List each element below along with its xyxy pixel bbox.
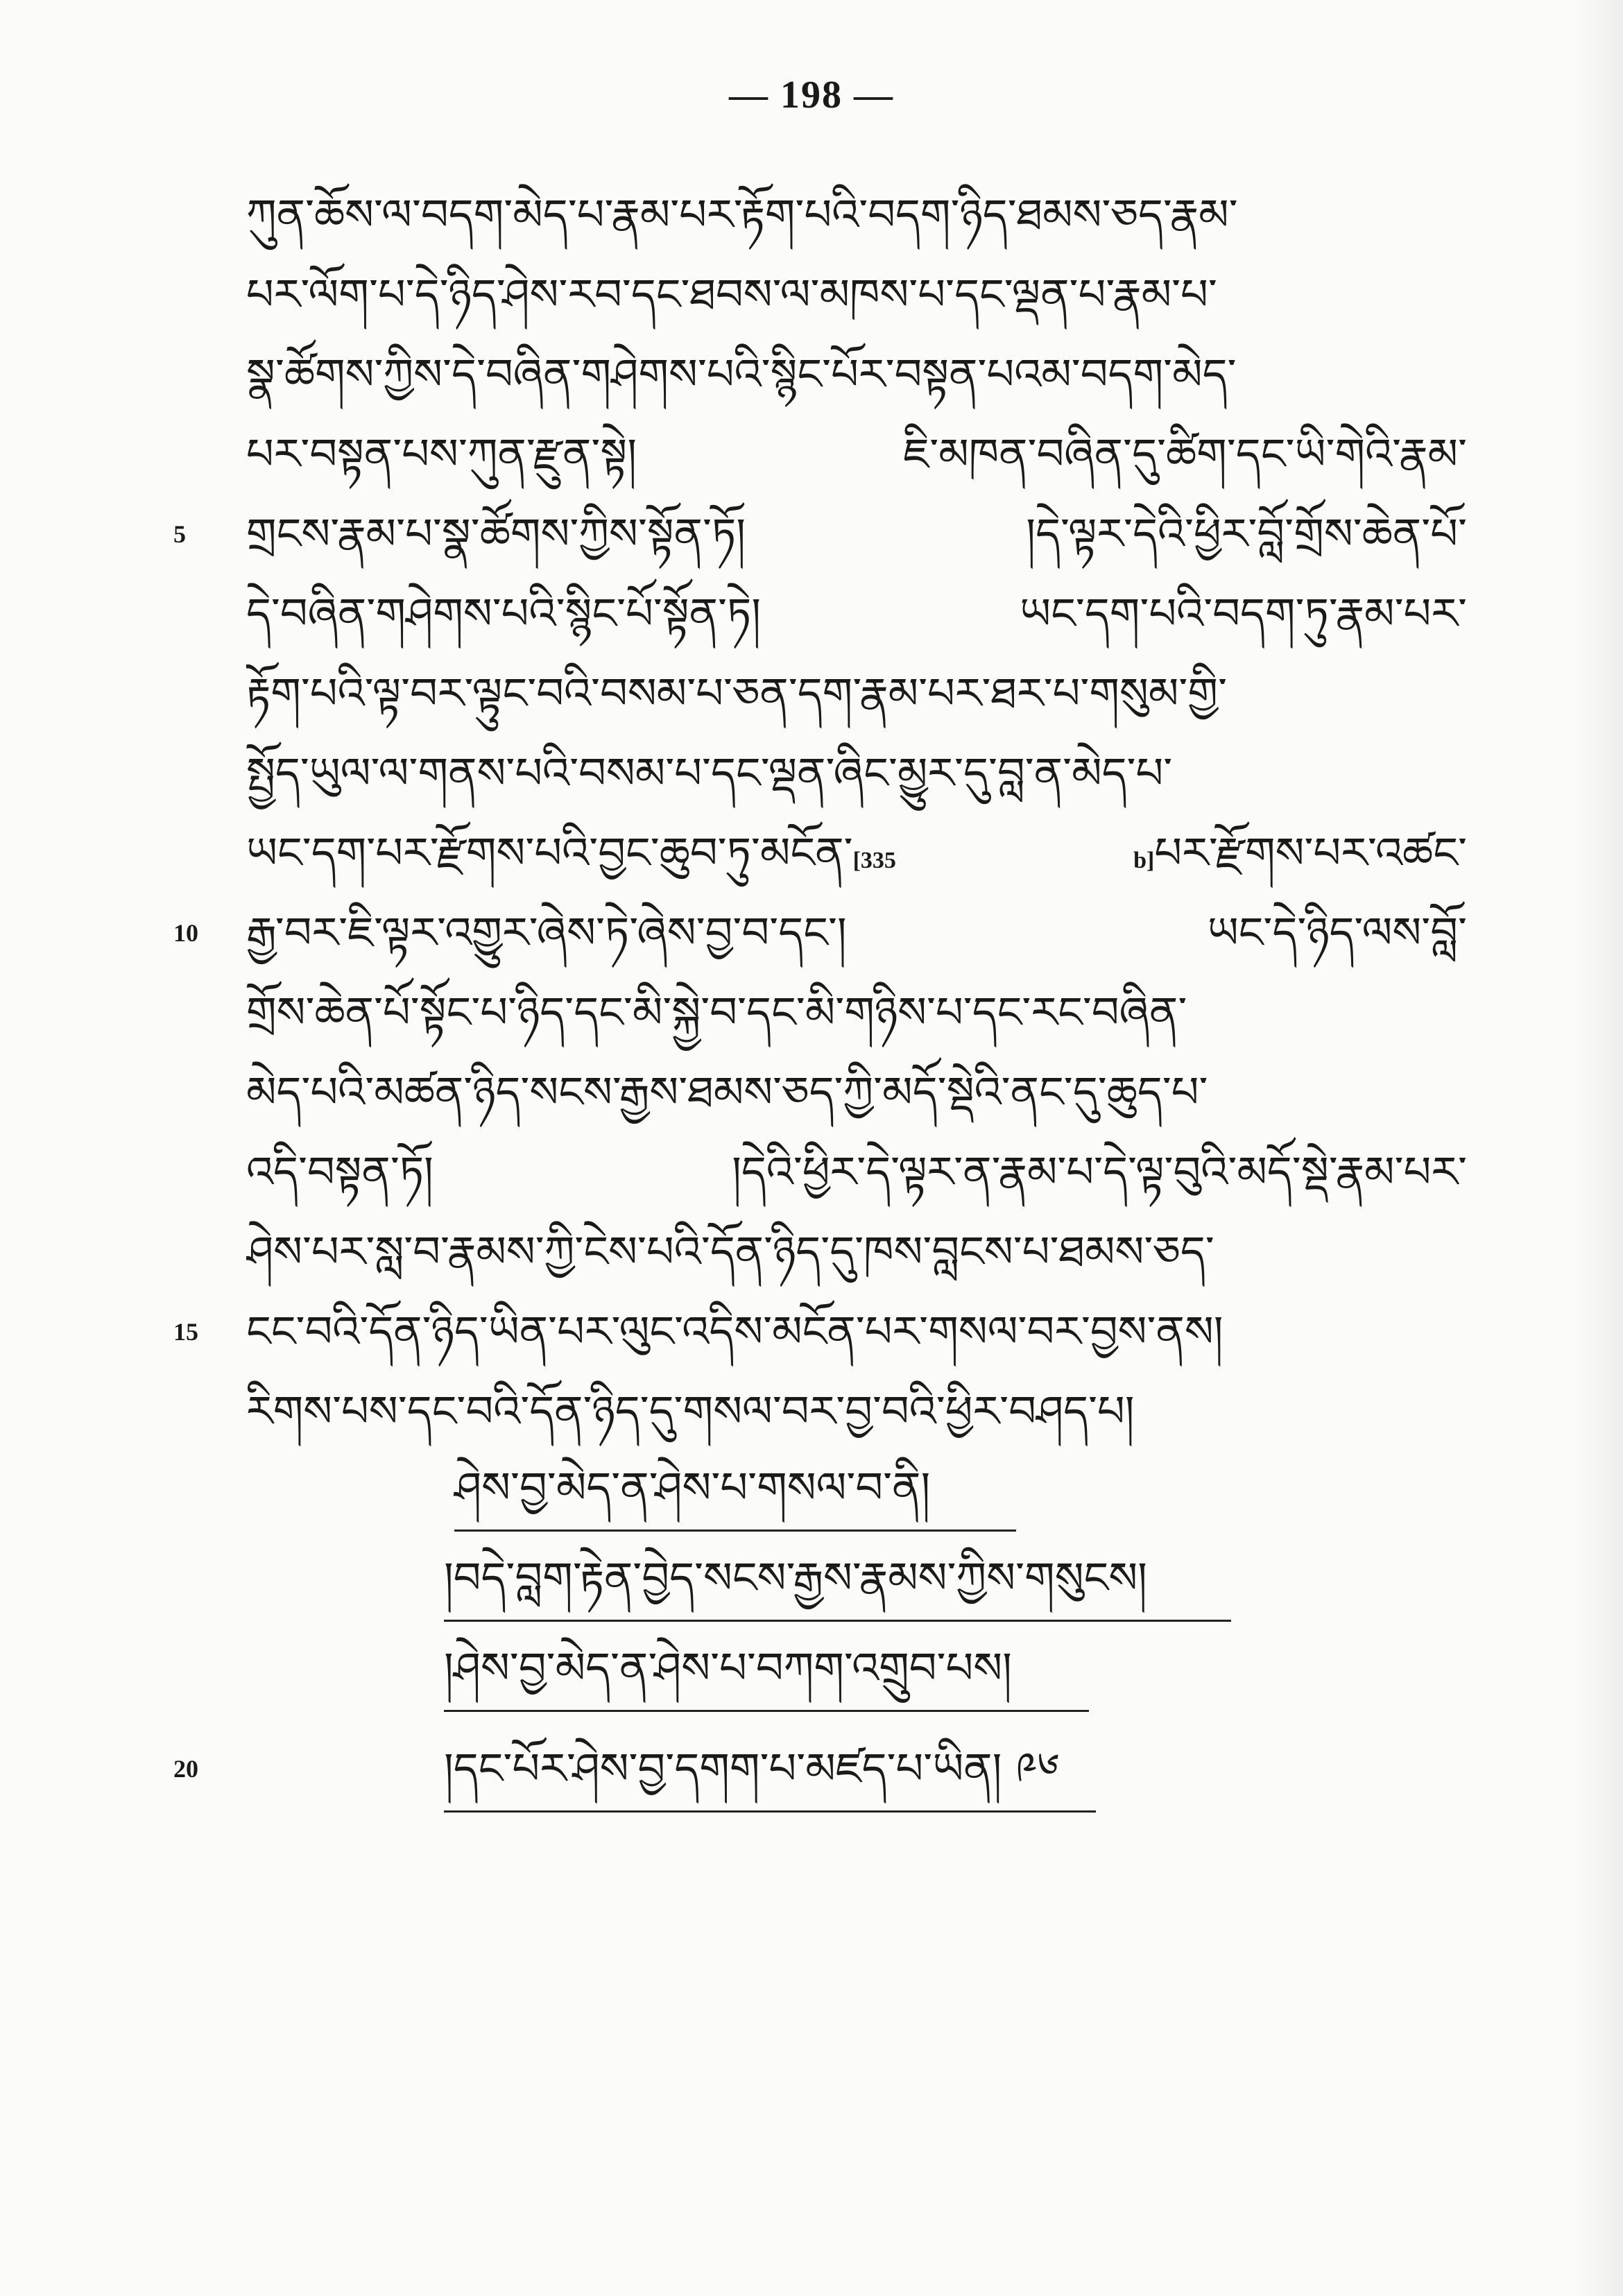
text-line-1: ཀུན་ཆོས་ལ་བདག་མེད་པ་རྣམ་པར་རྟོག་པའི་བདག་ཉིད་ཐམས་ཅད་རྣམ་: [246, 189, 1238, 240]
text-line-12: མེད་པའི་མཚན་ཉིད་སངས་རྒྱས་ཐམས་ཅད་ཀྱི་མདོ་སྡེའི་ནང་དུ་ཆུད་པ་: [246, 1067, 1208, 1117]
text-line-9: [246, 815, 1467, 891]
verse-underline-1: [454, 1530, 1016, 1532]
verse-line-2: །བདེ་བླག་རྟེན་བྱེད་སངས་རྒྱས་རྣམས་ཀྱིས་གསུངས།: [444, 1552, 1147, 1603]
line-number-15: 15: [173, 1318, 198, 1346]
text-line-13: འདི་བསྟན་ཏོ། །དེའི་ཕྱིར་དེ་ལྟར་ན་རྣམ་པ་དེ་ལྟ་བུའི་མདོ་སྡེ་རྣམ་པར་: [246, 1147, 1467, 1197]
text-line-9-head: ཡང་དག་པར་རྫོགས་པའི་བྱང་ཆུབ་ཏུ་མངོན་: [246, 828, 853, 878]
text-line-15: ངང་བའི་དོན་ཉིད་ཡིན་པར་ལུང་འདིས་མངོན་པར་གསལ་བར་བྱས་ནས།: [246, 1306, 1223, 1357]
text-line-8: སྤྱོད་ཡུལ་ལ་གནས་པའི་བསམ་པ་དང་ལྡན་ཞིང་མྱུར་དུ་བླ་ན་མེད་པ་: [246, 748, 1173, 798]
verse-line-4: །དང་པོར་ཤེས་བྱ་དགག་པ་མཛད་པ་ཡིན། ༩༦: [444, 1743, 1060, 1794]
text-line-9-tail: པར་རྫོགས་པར་འཚང་: [1154, 828, 1467, 878]
text-line-16: རིགས་པས་དང་བའི་དོན་ཉིད་དུ་གསལ་བར་བྱ་བའི་ཕྱིར་བཤད་པ།: [246, 1386, 1135, 1437]
text-line-7: རྟོག་པའི་ལྟ་བར་ལྟུང་བའི་བསམ་པ་ཅན་དག་རྣམ་པར་ཐར་པ་གསུམ་གྱི་: [246, 668, 1228, 719]
text-line-4: པར་བསྟན་པས་ཀུན་རྫུན་སྟེ། ཇི་མཁན་བཞིན་དུ་ཚིག་དང་ཡི་གེའི་རྣམ་: [246, 429, 1467, 479]
line-number-20: 20: [173, 1755, 198, 1783]
text-line-14: ཤེས་པར་སླ་བ་རྣམས་ཀྱི་ངེས་པའི་དོན་ཉིད་དུ་ཁས་བླངས་པ་ཐམས་ཅད་: [246, 1226, 1214, 1277]
verse-underline-4: [444, 1810, 1096, 1813]
verse-underline-3: [444, 1710, 1089, 1712]
verse-underline-2: [444, 1620, 1231, 1622]
text-line-6: དེ་བཞིན་གཤེགས་པའི་སྙིང་པོ་སྟོན་ཏེ། ཡང་དག་པའི་བདག་ཏུ་རྣམ་པར་: [246, 588, 1467, 639]
text-line-2: པར་ལོག་པ་དེ་ཉིད་ཤེས་རབ་དང་ཐབས་ལ་མཁས་པ་དང་ལྡན་པ་རྣམ་པ་: [246, 269, 1217, 320]
text-line-5: གྲངས་རྣམ་པ་སྣ་ཚོགས་ཀྱིས་སྟོན་ཏོ། །དེ་ལྟར་དེའི་ཕྱིར་བློ་གྲོས་ཆེན་པོ་: [246, 508, 1467, 559]
text-line-11: གྲོས་ཆེན་པོ་སྟོང་པ་ཉིད་དང་མི་སྐྱེ་བ་དང་མི་གཉིས་པ་དང་རང་བཞིན་: [246, 987, 1187, 1038]
page-number: — 198 —: [729, 74, 894, 117]
verse-line-1: ཤེས་བྱ་མེད་ན་ཤེས་པ་གསལ་བ་ནི།: [454, 1462, 931, 1513]
verse-line-3: །ཤེས་བྱ་མེད་ན་ཤེས་པ་བཀག་འགྲུབ་པས།: [444, 1643, 1012, 1693]
scan-edge-shadow: [1574, 0, 1623, 2296]
folio-reference: [335 b]: [852, 848, 1155, 873]
line-number-5: 5: [173, 520, 186, 548]
text-line-3: སྣ་ཚོགས་ཀྱིས་དེ་བཞིན་གཤེགས་པའི་སྙིང་པོར་བསྟན་པའམ་བདག་མེད་: [246, 349, 1237, 400]
text-line-10: རྒྱ་བར་ཇི་ལྟར་འགྱུར་ཞེས་ཏེ་ཞེས་བྱ་བ་དང་། ཡང་དེ་ཉིད་ལས་བློ་: [246, 907, 1467, 958]
line-number-10: 10: [173, 919, 198, 947]
